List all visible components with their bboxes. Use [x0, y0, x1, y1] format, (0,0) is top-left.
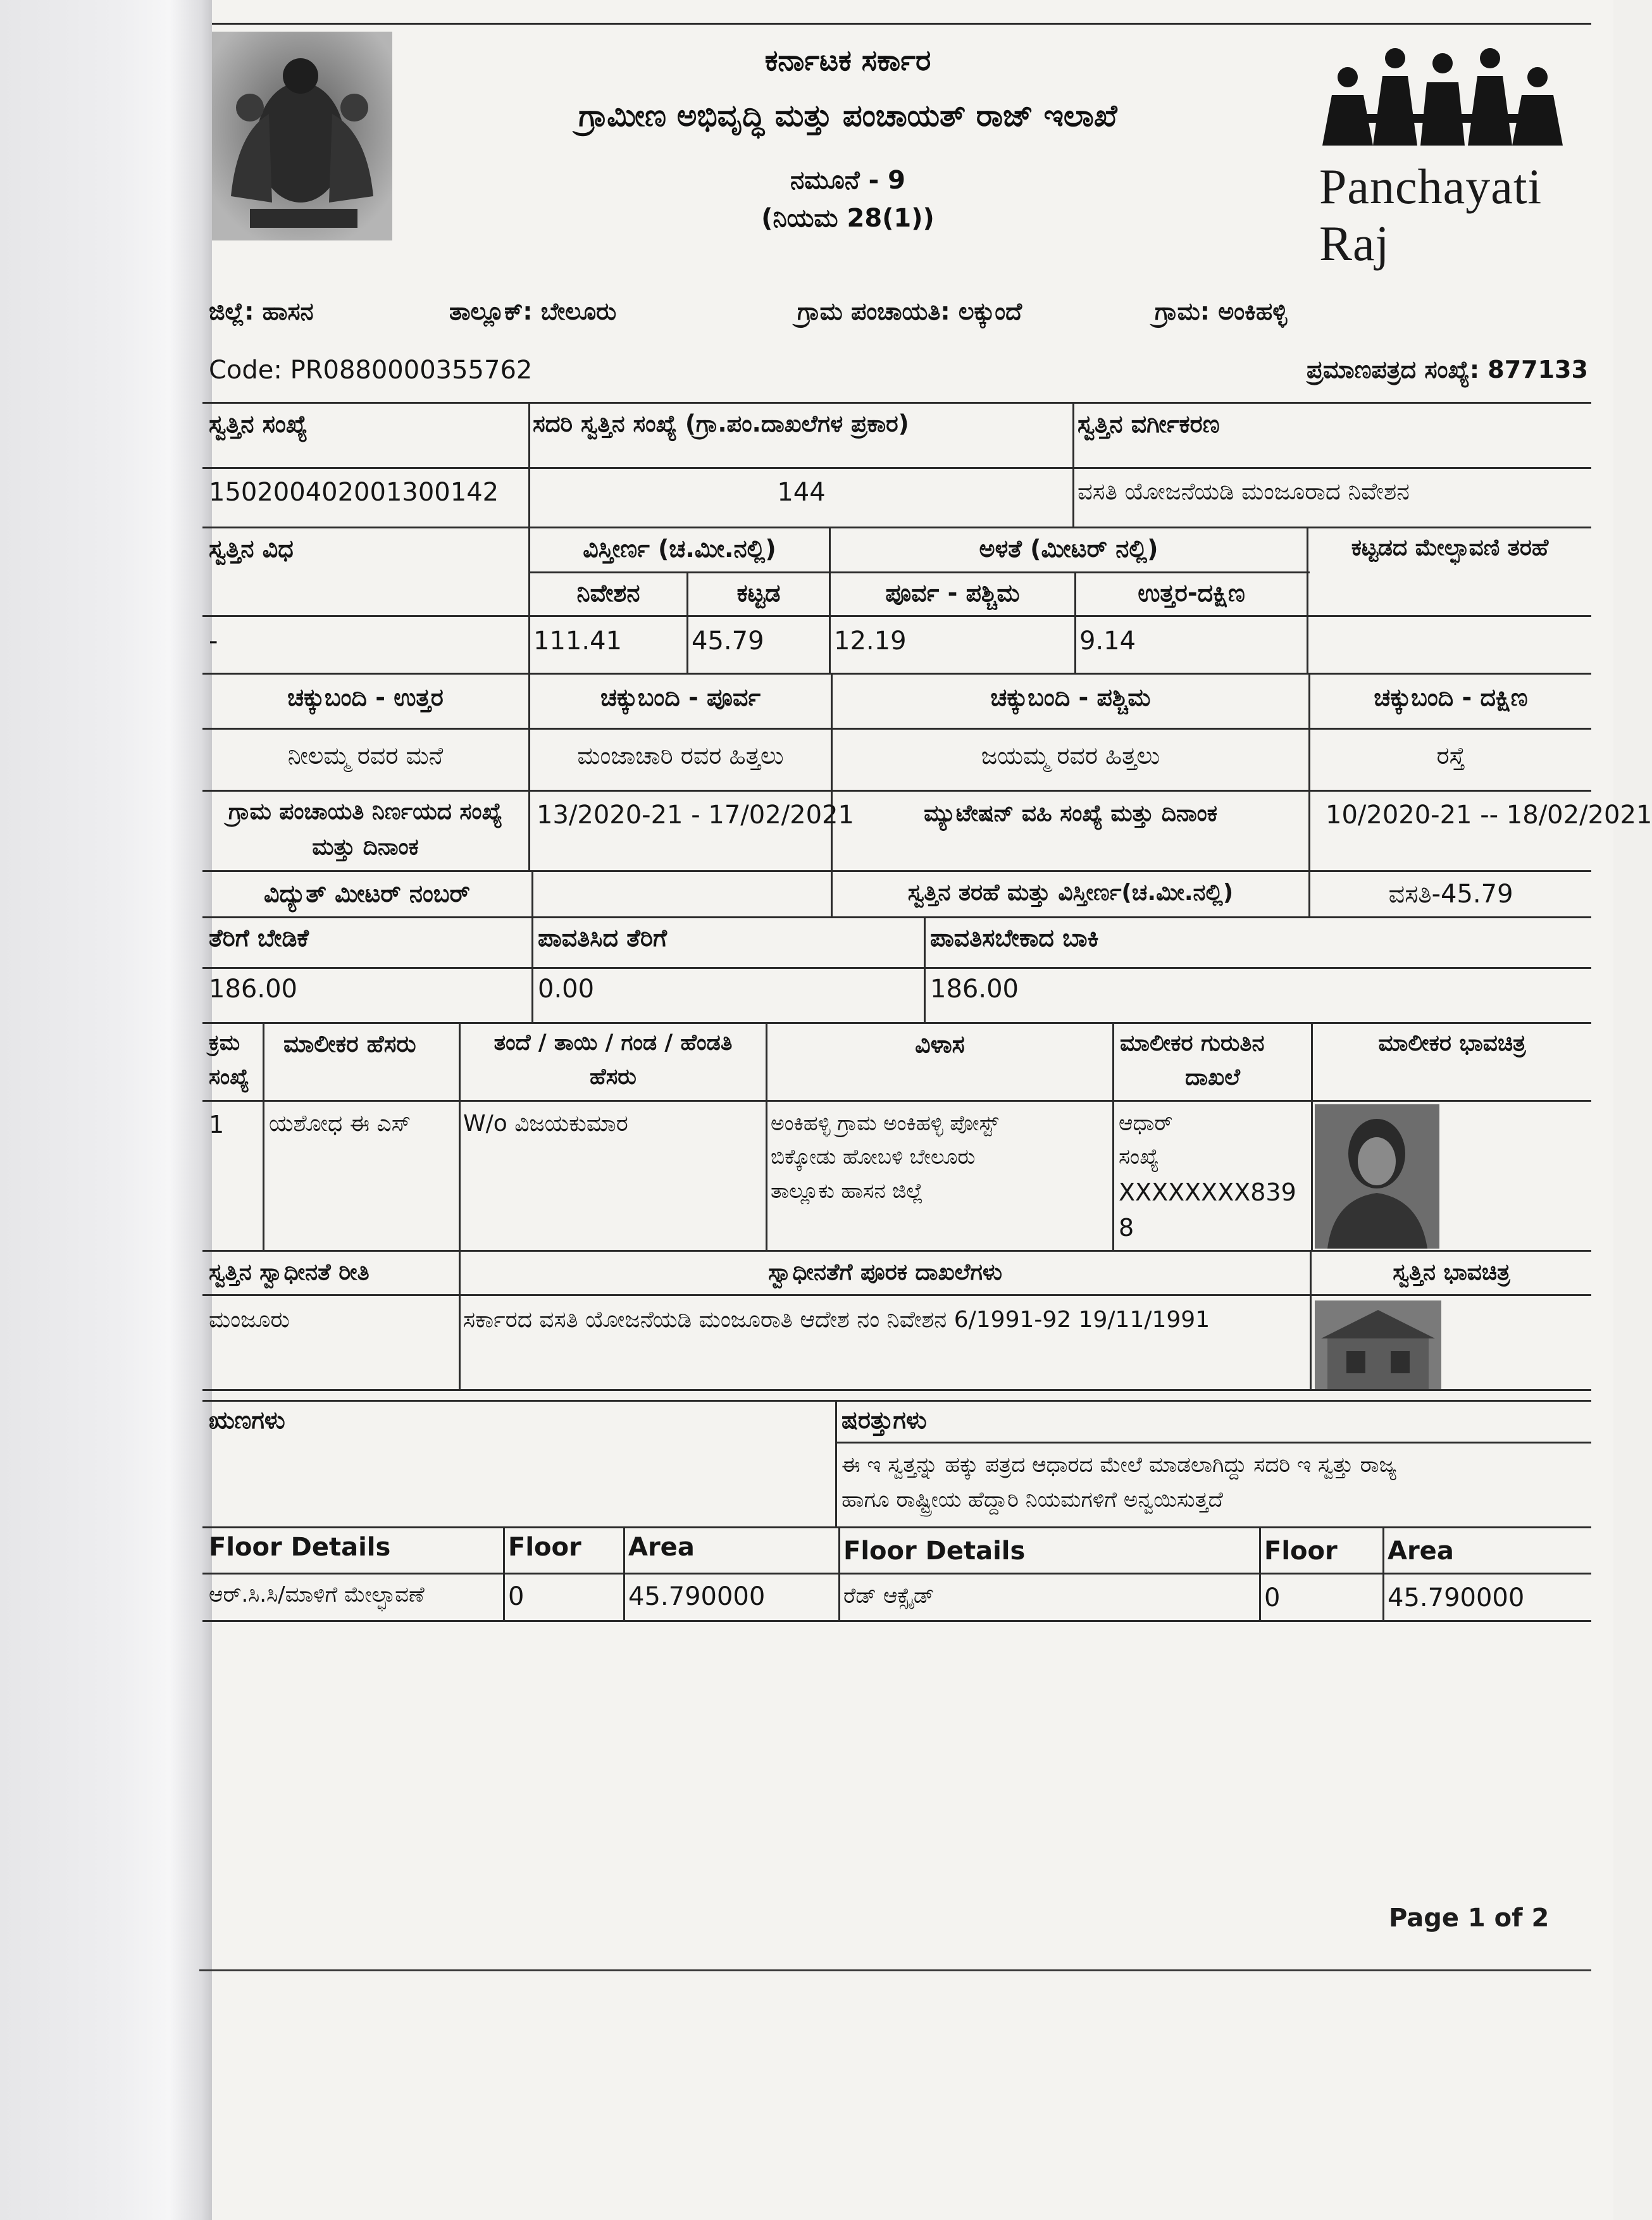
resolution-label-1: ಗ್ರಾಮ ಪಂಚಾಯತಿ ನಿರ್ಣಯದ ಸಂಖ್ಯೆ: [228, 799, 503, 825]
area-label-left: Area: [628, 1533, 695, 1562]
site-label: ನಿವೇಶನ: [576, 579, 640, 607]
rule: [835, 1400, 837, 1526]
owner-id-line-3: XXXXXXXX839: [1119, 1178, 1296, 1206]
property-id-label: ಸ್ವತ್ತಿನ ಸಂಖ್ಯೆ: [209, 410, 308, 438]
east-west-value: 12.19: [834, 627, 907, 656]
rule: [202, 1400, 1591, 1402]
site-area-value: 111.41: [533, 627, 622, 656]
boundary-north-value: ನೀಲಮ್ಮ ರವರ ಮನೆ: [287, 742, 444, 770]
acquisition-label: ಸ್ವತ್ತಿನ ಸ್ವಾಧೀನತೆ ರೀತಿ: [209, 1259, 370, 1285]
boundary-south-value: ರಸ್ತೆ: [1436, 742, 1465, 770]
roof-type-label: ಕಟ್ಟಡದ ಮೇಲ್ಛಾವಣಿ ತರಹೆ: [1351, 535, 1549, 561]
electric-meter-label: ವಿದ್ಯುತ್ ಮೀಟರ್ ನಂಬರ್: [264, 880, 470, 907]
form-number: ನಮೂನೆ - 9: [790, 166, 905, 195]
page-binding-shadow: [0, 0, 212, 2220]
owner-parent-label-1: ತಂದೆ / ತಾಯಿ / ಗಂಡ / ಹೆಂಡತಿ: [494, 1030, 733, 1056]
building-area-value: 45.79: [692, 627, 764, 656]
conditions-line-1: ಈ ಇ ಸ್ವತ್ತನ್ನು ಹಕ್ಕು ಪತ್ರದ ಆಧಾರದ ಮೇಲೆ ಮಾಡಲಾಗಿದ್ದು ಸದರಿ ಇ ಸ್ವತ್ತು ರಾಜ್ಯ: [842, 1452, 1397, 1478]
sadari-number-value: 144: [777, 478, 826, 507]
property-type-value: -: [209, 627, 218, 656]
tax-demand-value: 186.00: [209, 975, 297, 1004]
rule: [202, 467, 1591, 469]
tax-paid-value: 0.00: [538, 975, 595, 1004]
tax-paid-label: ಪಾವತಿಸಿದ ತೆರಿಗೆ: [538, 924, 668, 952]
rule: [202, 1022, 1591, 1024]
rule: [202, 790, 1591, 792]
owner-parent-label-2: ಹೆಸರು: [590, 1064, 637, 1090]
rule: [202, 402, 1591, 404]
owner-id-label-1: ಮಾಲೀಕರ ಗುರುತಿನ: [1120, 1030, 1265, 1056]
owner-address-line-3: ತಾಲ್ಲೂಕು ಹಾಸನ ಜಿಲ್ಲೆ: [771, 1178, 924, 1203]
rule-number: (ನಿಯಮ 28(1)): [761, 204, 935, 233]
owner-sl-value: 1: [209, 1111, 225, 1138]
acquisition-value: ಮಂಜೂರು: [209, 1307, 290, 1333]
rule: [202, 967, 1591, 969]
owner-address-line-2: ಬಿಕ್ಕೋಡು ಹೋಬಳಿ ಬೇಲೂರು: [771, 1144, 976, 1169]
rule: [1259, 1526, 1261, 1620]
dimension-label: ಅಳತೆ (ಮೀಟರ್ ನಲ್ಲಿ): [979, 535, 1158, 563]
district-text: ಜಿಲ್ಲೆ: ಹಾಸನ: [209, 297, 314, 325]
conditions-label: ಷರತ್ತುಗಳು: [842, 1406, 927, 1434]
tax-demand-label: ತೆರಿಗೆ ಬೇಡಿಕೆ: [209, 924, 309, 952]
rule: [202, 916, 1591, 918]
classification-value: ವಸತಿ ಯೋಜನೆಯಡಿ ಮಂಜೂರಾದ ನಿವೇಶನ: [1078, 478, 1410, 505]
boundary-east-label: ಚಕ್ಕುಬಂದಿ - ಪೂರ್ವ: [600, 683, 761, 711]
floor-area-left: 45.790000: [628, 1582, 766, 1611]
classification-label: ಸ್ವತ್ತಿನ ವರ್ಗೀಕರಣ: [1078, 410, 1220, 438]
property-photo-label: ಸ್ವತ್ತಿನ ಭಾವಚಿತ್ರ: [1393, 1259, 1510, 1285]
floor-number-left: 0: [508, 1582, 525, 1611]
rule: [1072, 402, 1074, 528]
rule: [528, 571, 1310, 573]
logo-text: Panchayati Raj: [1319, 159, 1543, 271]
property-code: Code: PR0880000355762: [209, 356, 533, 385]
owner-photo: [1315, 1104, 1439, 1249]
header-line-1: ಕರ್ನಾಟಕ ಸರ್ಕಾರ: [764, 43, 931, 77]
mutation-value: 10/2020-21 -- 18/02/2021: [1326, 801, 1652, 830]
boundary-west-label: ಚಕ್ಕುಬಂದಿ - ಪಶ್ಚಿಮ: [990, 683, 1151, 711]
gram-panchayat-text: ಗ್ರಾಮ ಪಂಚಾಯತಿ: ಲಕ್ಕುಂದೆ: [797, 297, 1022, 325]
rule: [202, 1100, 1591, 1102]
rule: [623, 1526, 625, 1620]
rule: [459, 1022, 461, 1250]
rule: [202, 673, 1591, 675]
karnataka-emblem-icon: [212, 32, 392, 240]
acquisition-docs-value: ಸರ್ಕಾರದ ವಸತಿ ಯೋಜನೆಯಡಿ ಮಂಜೂರಾತಿ ಆದೇಶ ನಂ ನಿವೇಶನ 6/1991-92 19/11/1991: [463, 1307, 1210, 1333]
rule: [202, 1389, 1591, 1391]
mutation-label: ಮ್ಯುಟೇಷನ್ ವಹಿ ಸಂಖ್ಯೆ ಮತ್ತು ದಿನಾಂಕ: [924, 801, 1217, 826]
rule: [202, 527, 1591, 528]
owner-id-line-1: ಆಧಾರ್: [1119, 1111, 1173, 1136]
rule: [202, 870, 1591, 872]
rule: [924, 916, 926, 1022]
boundary-north-label: ಚಕ್ಕುಬಂದಿ - ಉತ್ತರ: [287, 683, 444, 711]
floor-detail-right: ರೆಡ್ ಆಕ್ಸೈಡ್: [843, 1583, 935, 1609]
owner-id-line-2: ಸಂಖ್ಯೆ: [1119, 1144, 1159, 1169]
owner-parent-value: W/o ವಿಜಯಕುಮಾರ: [463, 1111, 628, 1137]
rule: [528, 402, 530, 528]
rule: [202, 728, 1591, 730]
top-rule: [212, 23, 1591, 25]
boundary-west-value: ಜಯಮ್ಮ ರವರ ಹಿತ್ತಲು: [981, 742, 1160, 770]
page-number: Page 1 of 2: [1389, 1904, 1550, 1933]
property-type-area-label: ಸ್ವತ್ತಿನ ತರಹೆ ಮತ್ತು ವಿಸ್ತೀರ್ಣ(ಚ.ಮೀ.ನಲ್ಲಿ): [907, 880, 1234, 906]
rule: [1382, 1526, 1384, 1620]
floor-details-label-right: Floor Details: [843, 1537, 1026, 1566]
rule: [202, 1250, 1591, 1252]
village-text: ಗ್ರಾಮ: ಅಂಕಿಹಳ್ಳಿ: [1155, 297, 1288, 325]
property-id-value: 150200402001300142: [209, 478, 499, 507]
conditions-line-2: ಹಾಗೂ ರಾಷ್ಟ್ರೀಯ ಹೆದ್ದಾರಿ ನಿಯಮಗಳಿಗೆ ಅನ್ವಯಿಸುತ್ತದೆ: [842, 1487, 1223, 1512]
sadari-number-label: ಸದರಿ ಸ್ವತ್ತಿನ ಸಂಖ್ಯೆ (ಗ್ರಾ.ಪಂ.ದಾಖಲೆಗಳ ಪ್ರಕಾರ): [533, 410, 909, 437]
rule: [531, 916, 533, 1022]
owner-id-line-4: 8: [1119, 1214, 1134, 1242]
rule: [202, 1294, 1591, 1296]
header-line-2: ಗ್ರಾಮೀಣ ಅಭಿವೃದ್ಧಿ ಮತ್ತು ಪಂಚಾಯತ್ ರಾಜ್ ಇಲಾಖೆ: [578, 98, 1117, 134]
north-south-value: 9.14: [1079, 627, 1136, 656]
property-type-area-value: ವಸತಿ-45.79: [1388, 880, 1513, 909]
tax-due-value: 186.00: [930, 975, 1019, 1004]
property-photo: [1315, 1300, 1441, 1389]
building-label: ಕಟ್ಟಡ: [736, 579, 781, 607]
property-type-label: ಸ್ವತ್ತಿನ ವಿಧ: [209, 535, 294, 563]
floor-area-right: 45.790000: [1388, 1583, 1525, 1612]
owner-id-label-2: ದಾಖಲೆ: [1185, 1064, 1240, 1090]
bottom-rule: [199, 1969, 1591, 1971]
owner-sl-label-2: ಸಂಖ್ಯೆ: [209, 1064, 249, 1090]
rule: [1112, 1022, 1114, 1250]
floor-label-right: Floor: [1264, 1537, 1338, 1566]
rule: [503, 1526, 505, 1620]
area-label: ವಿಸ್ತೀರ್ಣ (ಚ.ಮೀ.ನಲ್ಲಿ): [583, 535, 776, 563]
rule: [838, 1526, 840, 1620]
owner-name-value: ಯಶೋಧ ಈ ಎಸ್: [269, 1111, 411, 1137]
liabilities-label: ಋಣಗಳು: [209, 1406, 285, 1434]
floor-label-left: Floor: [508, 1533, 581, 1562]
boundary-south-label: ಚಕ್ಕುಬಂದಿ - ದಕ್ಷಿಣ: [1374, 683, 1528, 711]
certificate-number: ಪ್ರಮಾಣಪತ್ರದ ಸಂಖ್ಯೆ: 877133: [1307, 356, 1588, 384]
area-label-right: Area: [1388, 1537, 1454, 1566]
tax-due-label: ಪಾವತಿಸಬೇಕಾದ ಬಾಕಿ: [930, 924, 1099, 952]
north-south-label: ಉತ್ತರ-ದಕ್ಷಿಣ: [1138, 579, 1245, 607]
rule: [202, 615, 1591, 617]
owner-address-line-1: ಅಂಕಿಹಳ್ಳಿ ಗ್ರಾಮ ಅಂಕಿಹಳ್ಳಿ ಪೋಸ್ಟ್: [771, 1111, 999, 1135]
floor-detail-left: ಆರ್.ಸಿ.ಸಿ/ಮಾಳಿಗೆ ಮೇಲ್ಛಾವಣೆ: [209, 1582, 425, 1607]
rule: [531, 870, 533, 916]
acquisition-docs-label: ಸ್ವಾಧೀನತೆಗೆ ಪೂರಕ ದಾಖಲೆಗಳು: [768, 1259, 1002, 1285]
rule: [835, 1442, 1591, 1444]
owner-name-label: ಮಾಲೀಕರ ಹೆಸರು: [283, 1030, 416, 1057]
resolution-label-2: ಮತ್ತು ದಿನಾಂಕ: [312, 834, 419, 860]
taluk-text: ತಾಲ್ಲೂಕ್: ಬೇಲೂರು: [449, 297, 617, 325]
owner-sl-label-1: ಕ್ರಮ: [209, 1030, 240, 1056]
floor-number-right: 0: [1264, 1583, 1281, 1612]
resolution-value: 13/2020-21 - 17/02/2021: [537, 801, 854, 830]
rule: [263, 1022, 264, 1250]
east-west-label: ಪೂರ್ವ - ಪಶ್ಚಿಮ: [885, 579, 1020, 607]
boundary-east-value: ಮಂಜಾಚಾರಿ ರವರ ಹಿತ್ತಲು: [577, 742, 784, 770]
floor-details-label-left: Floor Details: [209, 1533, 391, 1562]
rule: [202, 1620, 1591, 1622]
owner-address-label: ವಿಳಾಸ: [915, 1030, 965, 1058]
owner-photo-label: ಮಾಲೀಕರ ಭಾವಚಿತ್ರ: [1378, 1030, 1526, 1056]
